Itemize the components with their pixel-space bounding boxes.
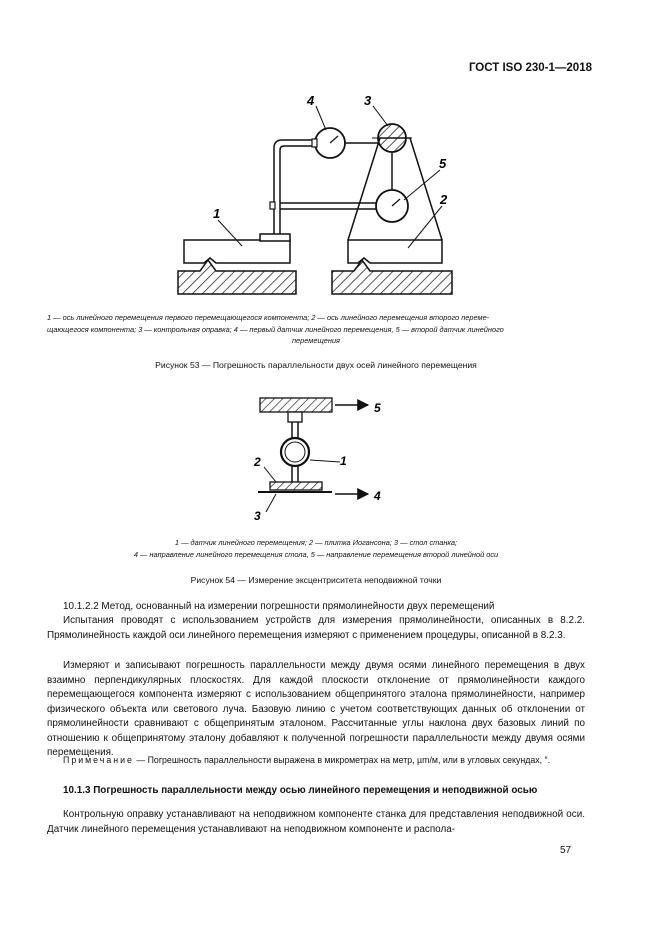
- section-heading: 10.1.3 Погрешность параллельности между осью линейного перемещения и неподвижной осью: [63, 785, 538, 796]
- page-number: 57: [560, 845, 572, 856]
- standard-code-header: ГОСТ ISO 230-1—2018: [468, 62, 592, 74]
- callout-5: 5: [439, 156, 447, 171]
- callout-4: 4: [374, 489, 381, 503]
- gauge-block: [270, 482, 322, 490]
- figure-54-caption: Рисунок 54 — Измерение эксцентриситета неподвижной точки: [190, 575, 442, 585]
- note-label: Примечание: [63, 755, 134, 765]
- figure-53-legend: 1 — ось линейного перемещения первого перемещающегося компонента; 2 — ось линейного перемещения второго переме- щающегося компонента; 3 — контрольная оправка; 4 — первый датчик линейного перемещения, 5 — второй датчик линейного перемещения: [47, 313, 504, 345]
- callout-2: 2: [440, 192, 448, 207]
- figure-53-caption: Рисунок 53 — Погрешность параллельности двух осей линейного перемещения: [155, 360, 477, 370]
- right-guideway: [332, 260, 452, 294]
- callout-4: 4: [307, 93, 315, 108]
- second-moving-component: [348, 240, 442, 263]
- figure-54-diagram: [240, 390, 410, 525]
- paragraph-measure: Измеряют и записывают погрешность параллельности между двумя осями линейного перемещения в двух взаимно перпендикулярных плоскостях. Для каждой плоскости отклонение от прямолинейности каждого перемещающегося компонента измеряют с использованием общепринятого эталона прямолинейности, например физического объекта или светового луча. Базовую линию с учетом соответствующих данных об отклонении от прямолинейности сравнивают с общепринятым эталоном. Рассчитанные углы наклона двух базовых линий по отношению к общепринятому эталону добавляют к полученной погрешности параллельности между двумя осями перемещения.: [47, 660, 585, 758]
- callout-5: 5: [374, 401, 381, 415]
- first-moving-component: [184, 240, 290, 263]
- figure-54-legend: 1 — датчик линейного перемещения; 2 — плитка Иогансона; 3 — стол станка; 4 — направление линейного перемещения стола, 5 — направление перемещения второй линейной оси: [133, 538, 499, 559]
- paragraph-method: 10.1.2.2 Метод, основанный на измерении погрешности прямолинейности двух перемещений: [63, 601, 495, 612]
- paragraph-tests: Испытания проводят с использованием устройств для измерения прямолинейности, описанных в 8.2.2. Прямолинейность каждой оси линейного перемещения измеряют с применением процедуры, описанной в 8.2.3.: [47, 615, 585, 641]
- figure-53-diagram: [160, 88, 470, 300]
- callout-2: 2: [254, 455, 261, 469]
- callout-1: 1: [213, 206, 221, 221]
- callout-3: 3: [364, 93, 372, 108]
- second-axis-block: [260, 398, 332, 412]
- paragraph-mandrel: Контрольную оправку устанавливают на неподвижном компоненте станка для представления неподвижной оси. Датчик линейного перемещения устанавливают на неподвижном компоненте и распола-: [47, 809, 585, 835]
- note: [47, 754, 585, 767]
- callout-3: 3: [254, 509, 261, 523]
- callout-1: 1: [340, 454, 347, 468]
- left-guideway: [178, 260, 296, 294]
- note-text: — Погрешность параллельности выражена в микрометрах на метр, µm/м, или в угловых секундах, ″.: [133, 755, 551, 765]
